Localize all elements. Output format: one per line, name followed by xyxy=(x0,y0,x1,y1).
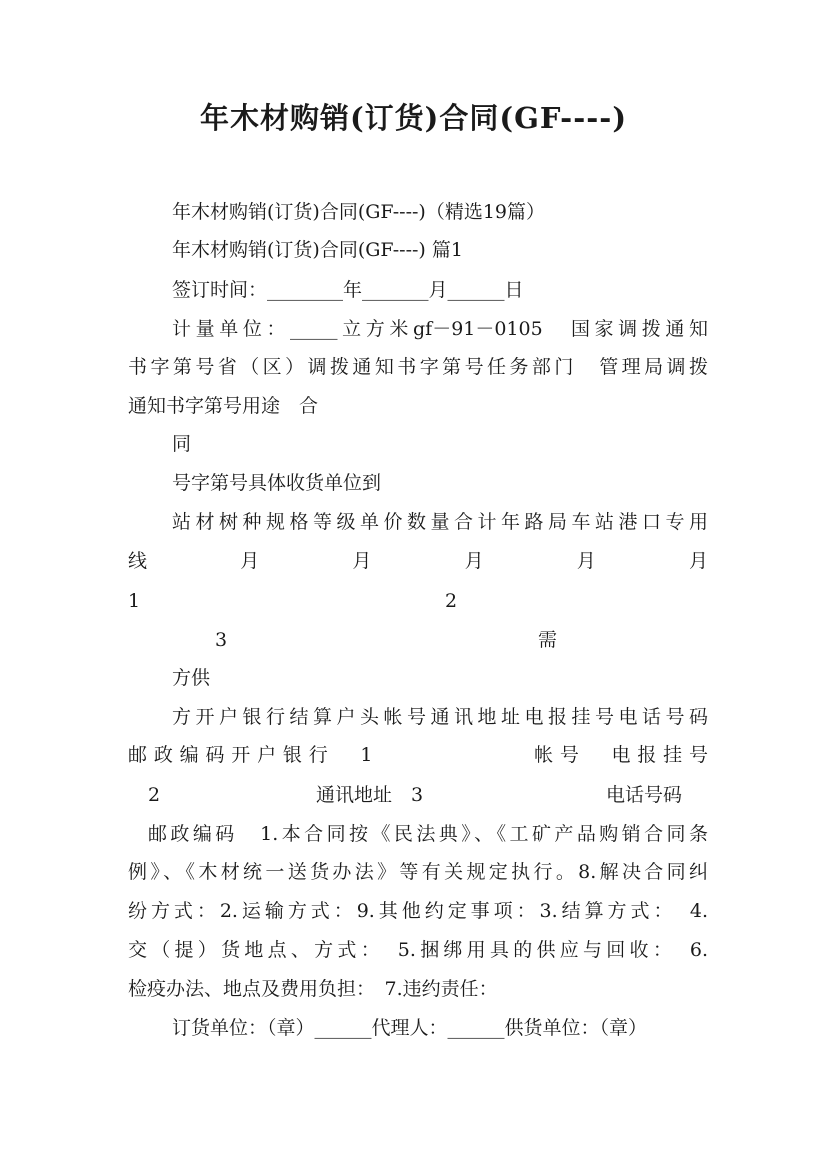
text-line: 3 xyxy=(215,629,228,651)
text-line: 电话号码 xyxy=(606,784,683,806)
text-line: 年木材购销(订货)合同(GF----) 篇1 xyxy=(172,239,463,261)
text-line: 同 xyxy=(172,433,192,455)
text-line: 检疫办法、地点及费用负担： 7.违约责任： xyxy=(128,978,498,1000)
document-title: 年木材购销(订货)合同(GF----) xyxy=(199,101,628,135)
text-line: 计量单位：_____立方米gf－91－0105 国家调拨通知 xyxy=(172,318,708,340)
text-line: 方开户银行结算户头帐号通讯地址电报挂号电话号码 xyxy=(172,706,708,728)
text-line: 交（提）货地点、方式： 5.捆绑用具的供应与回收： 6. xyxy=(128,939,708,961)
text-line: 2 xyxy=(445,590,458,612)
text-line: 通知书字第号用途 合 xyxy=(128,395,319,417)
text-line: 订货单位：（章）______代理人：______供货单位：（章） xyxy=(172,1017,648,1039)
text-line: 纷方式：2.运输方式：9.其他约定事项：3.结算方式： 4. xyxy=(128,900,708,922)
text-line: 线 月 月 月 月 月 xyxy=(128,550,708,572)
text-line: 邮政编码开户银行 1 帐号 电报挂号 xyxy=(128,744,708,766)
text-line: 1 xyxy=(128,590,141,612)
text-line: 号字第号具体收货单位到 xyxy=(172,472,382,494)
text-line: 站材树种规格等级单价数量合计年路局车站港口专用 xyxy=(172,511,708,533)
text-line: 需 xyxy=(538,629,558,651)
text-line: 2 xyxy=(148,784,161,806)
text-line: 签订时间：________年_______月______日 xyxy=(172,279,524,301)
text-line: 书字第号省（区）调拨通知书字第号任务部门 管理局调拨 xyxy=(128,356,708,378)
text-line: 方供 xyxy=(172,667,211,689)
text-line: 例》、《木材统一送货办法》等有关规定执行。8.解决合同纠 xyxy=(128,861,708,883)
text-line: 年木材购销(订货)合同(GF----)（精选19篇） xyxy=(172,201,546,223)
text-line: 邮政编码 1.本合同按《民法典》、《工矿产品购销合同条 xyxy=(148,823,708,845)
text-line: 通讯地址 3 xyxy=(316,784,424,806)
